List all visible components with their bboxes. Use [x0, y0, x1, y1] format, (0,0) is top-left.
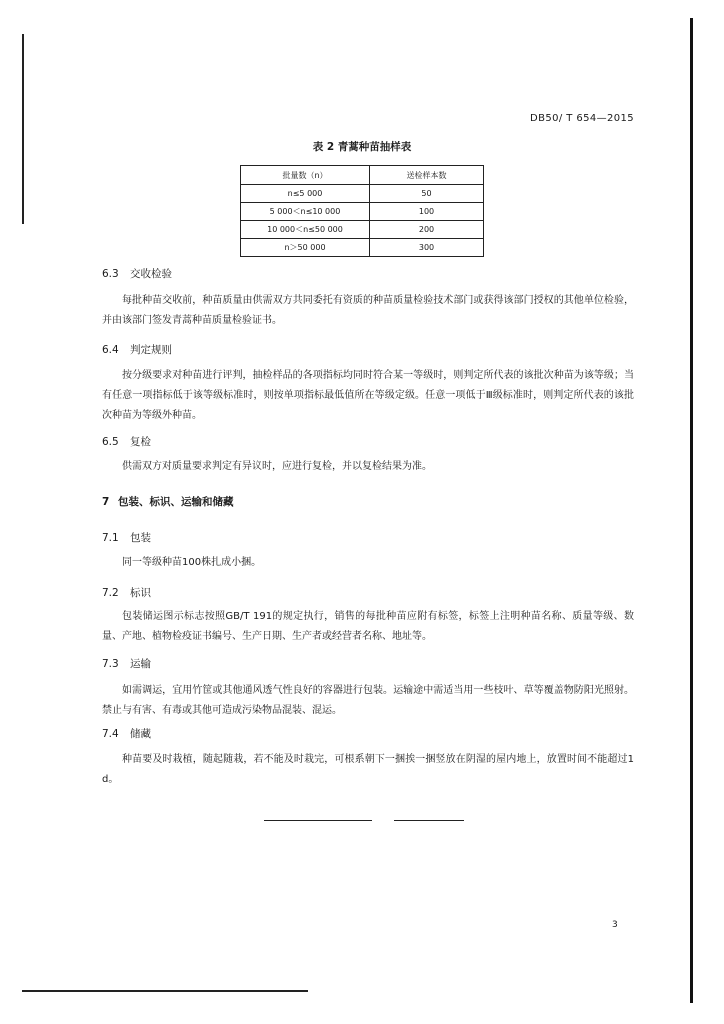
section-number: 7.2 — [102, 587, 119, 599]
table-cell: n＞50 000 — [241, 239, 370, 257]
table-cell: 10 000＜n≤50 000 — [241, 221, 370, 239]
section-title: 复检 — [130, 436, 151, 448]
section-paragraph: 每批种苗交收前，种苗质量由供需双方共同委托有资质的种苗质量检验技术部门或获得该部门授权的其他单位检验，并由该部门签发青蒿种苗质量检验证书。 — [102, 295, 634, 326]
scan-edge-line — [22, 990, 308, 992]
section-title: 标识 — [130, 587, 151, 599]
page-number: 3 — [612, 920, 618, 930]
scan-edge-line — [690, 18, 693, 1003]
section-title: 包装、标识、运输和储藏 — [118, 496, 234, 508]
table-cell: 200 — [370, 221, 484, 239]
section-number: 7 — [102, 496, 110, 508]
column-header: 送检样本数 — [370, 166, 484, 185]
table-cell: n≤5 000 — [241, 185, 370, 203]
table-title: 表 2 青蒿种苗抽样表 — [312, 141, 412, 153]
section-number: 6.3 — [102, 268, 119, 280]
section-heading — [102, 530, 151, 545]
section-number: 6.4 — [102, 344, 119, 356]
scan-edge-line — [22, 34, 24, 224]
sampling-table — [240, 165, 484, 257]
section-heading — [102, 342, 172, 357]
table-row — [241, 203, 484, 221]
section-heading — [102, 585, 151, 600]
table-row — [241, 221, 484, 239]
section-title: 储藏 — [130, 728, 151, 740]
section-paragraph: 包装储运图示标志按照GB/T 191的规定执行，销售的每批种苗应附有标签，标签上注明种苗名称、质量等级、数量、产地、植物检疫证书编号、生产日期、生产者或经营者名称、地址等。 — [102, 611, 634, 642]
section-title: 判定规则 — [130, 344, 172, 356]
table-cell: 5 000＜n≤10 000 — [241, 203, 370, 221]
section-heading — [102, 726, 151, 741]
section-paragraph: 供需双方对质量要求判定有异议时，应进行复检，并以复检结果为准。 — [122, 461, 432, 472]
section-paragraph: 如需调运，宜用竹筐或其他通风透气性良好的容器进行包装。运输途中需适当用一些枝叶、草等覆盖物防阳光照射。禁止与有害、有毒或其他可造成污染物品混装、混运。 — [102, 685, 634, 716]
section-title: 运输 — [130, 658, 151, 670]
section-paragraph: 按分级要求对种苗进行评判，抽检样品的各项指标均同时符合某一等级时，则判定所代表的该批次种苗为该等级；当有任意一项指标低于该等级标准时，则按单项指标最低值所在等级定级。任意一项低于Ⅲ级标准时，则判定所代表的该批次种苗为等级外种苗。 — [102, 370, 634, 421]
section-heading — [102, 656, 151, 671]
section-paragraph: 同一等级种苗100株扎成小捆。 — [122, 557, 262, 568]
section-title: 交收检验 — [130, 268, 172, 280]
section-paragraph: 种苗要及时栽植，随起随栽，若不能及时栽完，可根系朝下一捆挨一捆竖放在阴湿的屋内地上，放置时间不能超过1 d。 — [102, 754, 634, 785]
section-heading — [102, 434, 151, 449]
section-title: 包装 — [130, 532, 151, 544]
table-header-row — [241, 166, 484, 185]
document-code: DB50/ T 654—2015 — [530, 113, 635, 124]
table-cell: 300 — [370, 239, 484, 257]
table-cell: 100 — [370, 203, 484, 221]
table-row — [241, 185, 484, 203]
section-heading — [102, 266, 172, 281]
end-rule — [264, 820, 372, 821]
column-header: 批量数（n） — [241, 166, 370, 185]
table-row — [241, 239, 484, 257]
section-number: 7.1 — [102, 532, 119, 544]
table-cell: 50 — [370, 185, 484, 203]
end-rule — [394, 820, 464, 821]
section-number: 7.3 — [102, 658, 119, 670]
chapter-heading — [102, 494, 234, 509]
section-number: 6.5 — [102, 436, 119, 448]
section-number: 7.4 — [102, 728, 119, 740]
